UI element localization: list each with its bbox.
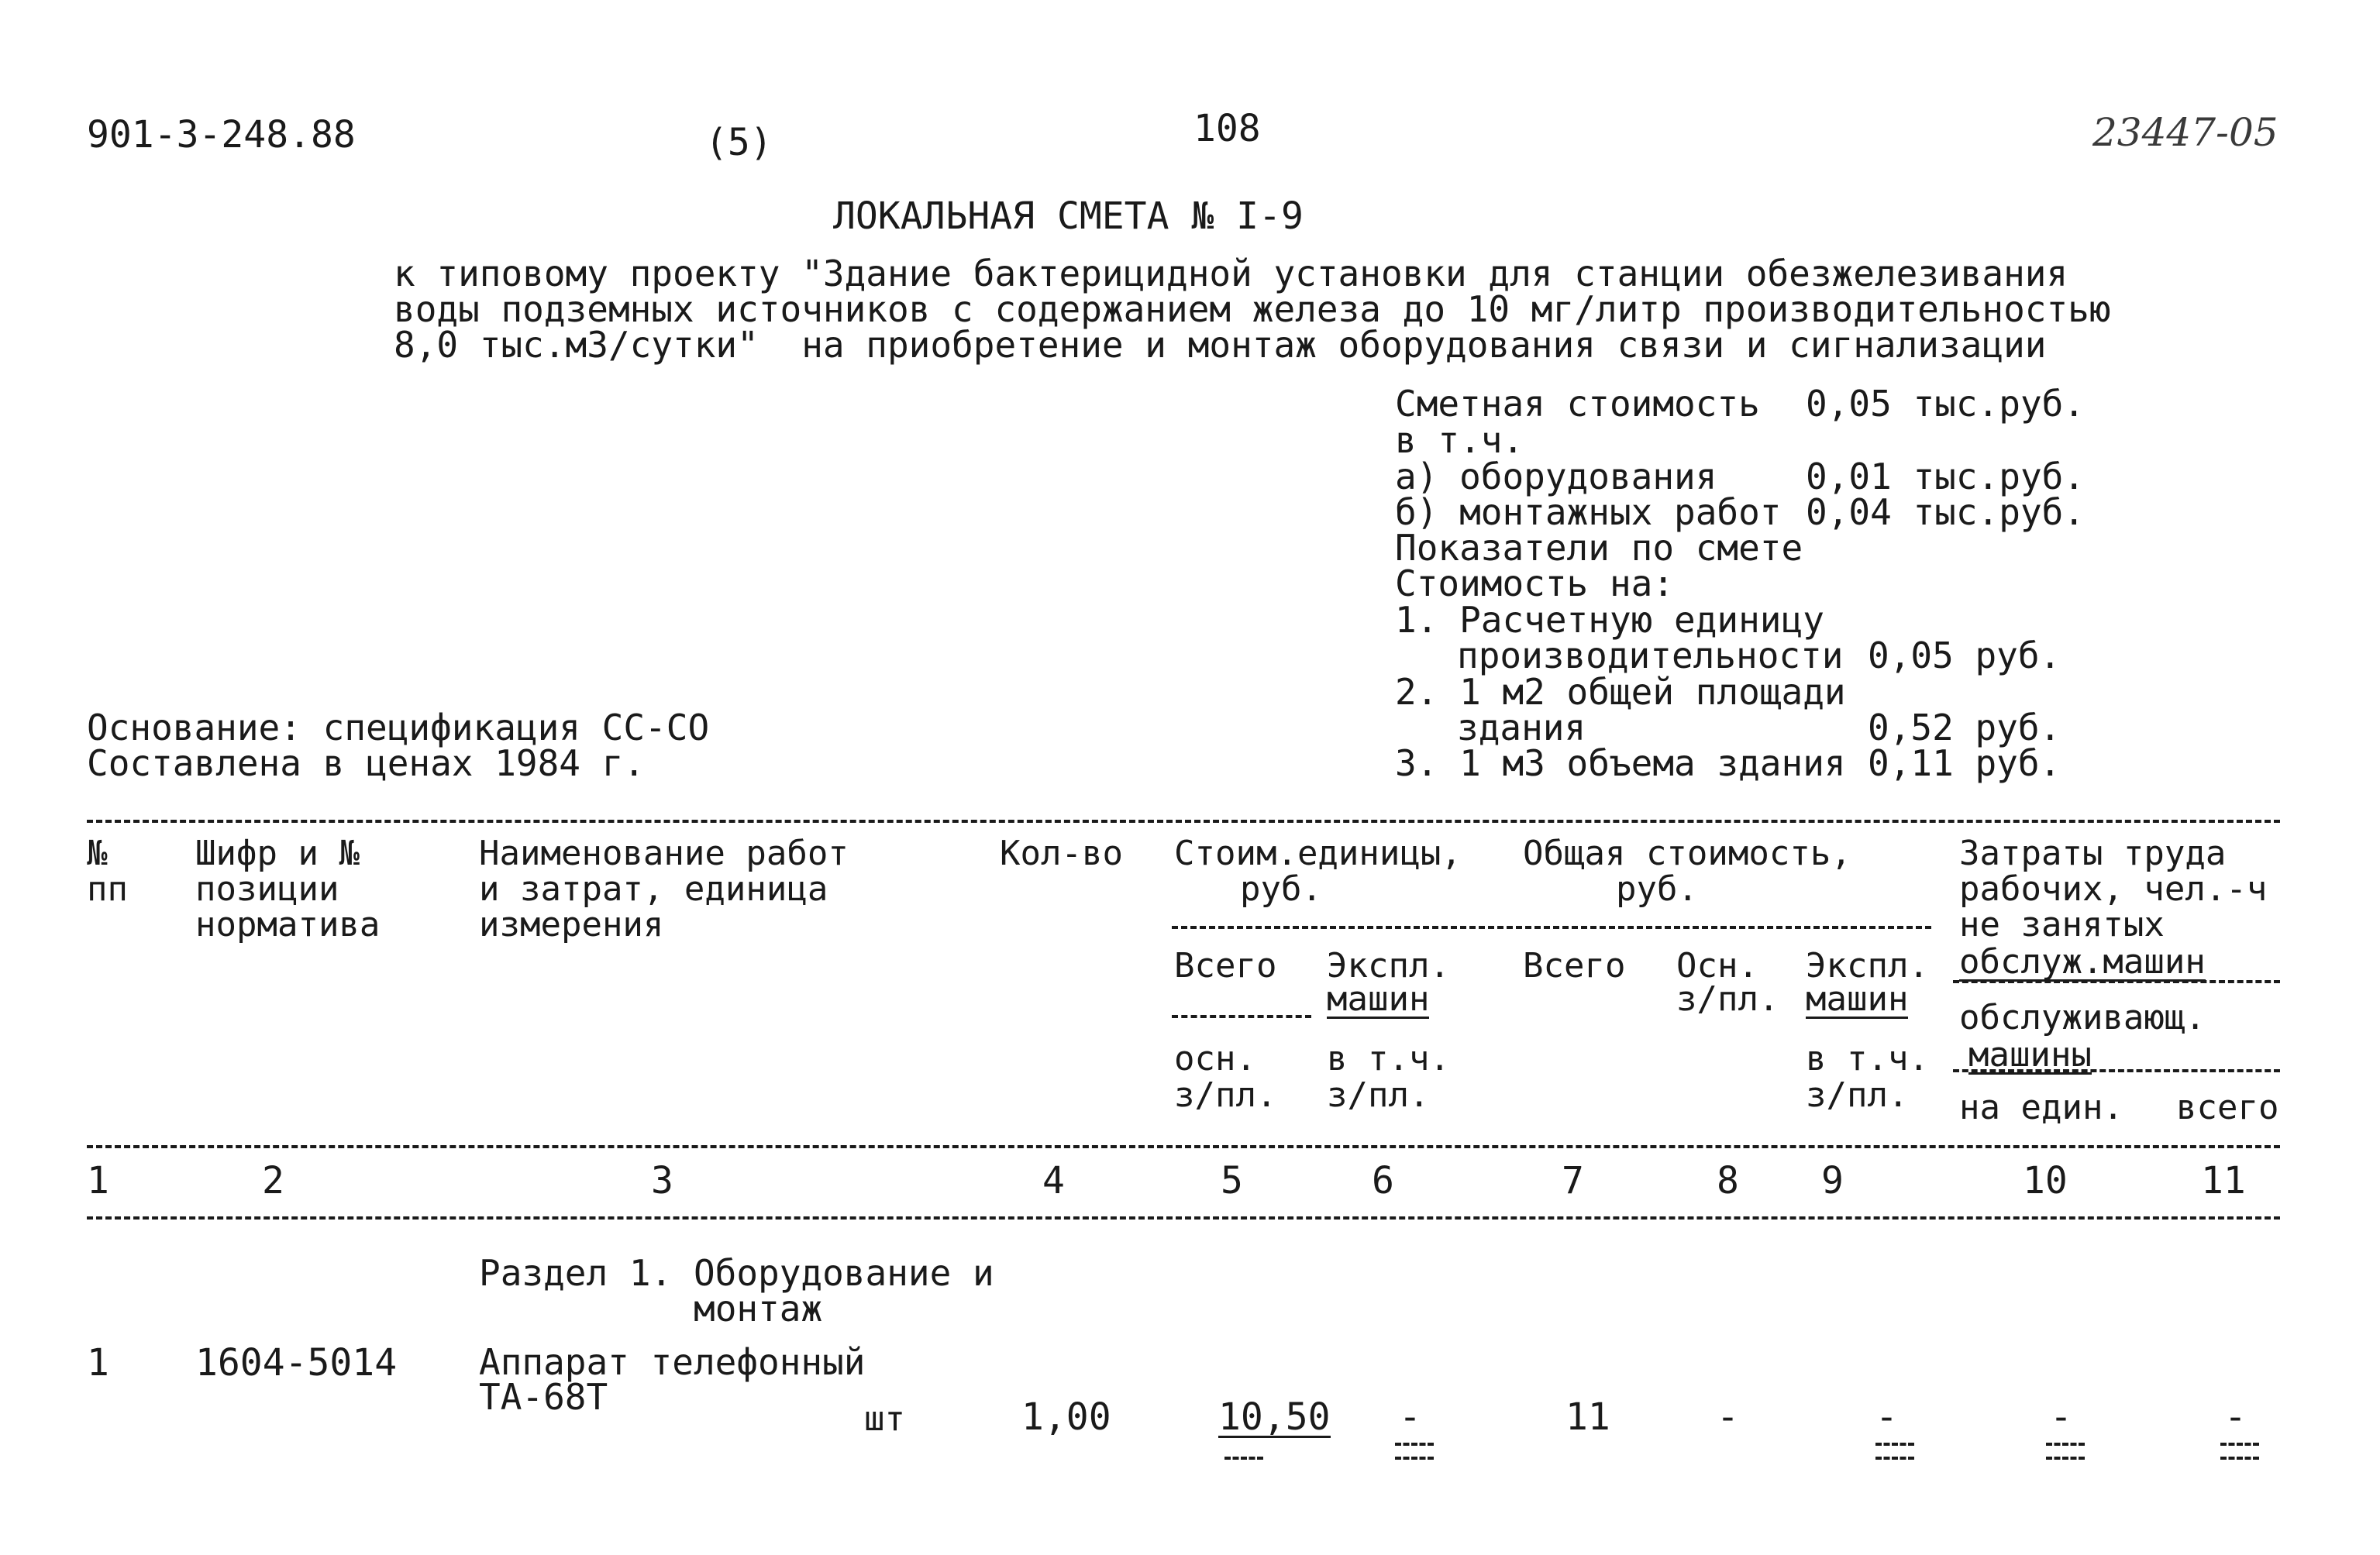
cell-dash-mark (1875, 1457, 1914, 1460)
cell-dash-mark (2220, 1457, 2259, 1460)
column-number: 11 (2201, 1159, 2246, 1202)
column-number: 10 (2023, 1159, 2068, 1202)
equipment-label: а) оборудования (1395, 456, 1717, 497)
cell-dash-mark (1224, 1457, 1263, 1460)
indicator-2-line-2: здания (1457, 707, 1586, 748)
subheader-labor-machine-1: обслуживающ. (1959, 998, 2206, 1037)
indicator-3-line-1: 3. 1 м3 объема здания (1395, 742, 1846, 784)
col-header-code-2: позиции (195, 869, 339, 909)
column-number: 3 (651, 1159, 673, 1202)
subheader-total-machine-3: в т.ч. (1806, 1039, 1929, 1079)
cost-label: Сметная стоимость (1395, 383, 1760, 425)
section-title-line-2: монтаж (694, 1288, 823, 1330)
cell-dash-mark (2046, 1457, 2085, 1460)
row-total-machine-cost: - (1875, 1395, 1898, 1439)
handwritten-number: 23447-05 (2092, 110, 2278, 155)
cell-dash-mark (1875, 1443, 1914, 1446)
col-header-total-cost-1: Общая стоимость, (1523, 834, 1851, 873)
column-number: 9 (1821, 1159, 1844, 1202)
column-number: 8 (1717, 1159, 1739, 1202)
row-total-cost: 11 (1565, 1395, 1610, 1439)
row-name-line-2: ТА-68Т (479, 1376, 608, 1418)
cost-value: 0,05 тыс.руб. (1806, 383, 2086, 425)
col-header-unit-cost-2: руб. (1240, 869, 1322, 909)
equipment-value: 0,01 тыс.руб. (1806, 456, 2086, 497)
column-number: 6 (1372, 1159, 1394, 1202)
cell-dash-mark (2220, 1443, 2259, 1446)
subheader-unit-base-1: осн. (1174, 1039, 1256, 1079)
column-numbers-bottom-rule (87, 1216, 2280, 1220)
indicator-1-value: 0,05 руб. (1868, 635, 2061, 676)
document-code: 901-3-248.88 (87, 113, 356, 157)
row-quantity: 1,00 (1021, 1395, 1111, 1439)
subheader-unit-machine-3: в т.ч. (1327, 1039, 1450, 1079)
row-number: 1 (87, 1341, 109, 1385)
basis-line-2: Составлена в ценах 1984 г. (87, 742, 646, 784)
incl-label: в т.ч. (1395, 419, 1524, 461)
col-header-name-2: и затрат, единица (479, 869, 828, 909)
subheader-total-base-1: Осн. (1676, 946, 1758, 986)
col-header-num-2: пп (87, 869, 128, 909)
mounting-label: б) монтажных работ (1395, 491, 1782, 533)
subheader-labor-unit: на един. (1959, 1088, 2123, 1127)
col-header-num-1: № (87, 834, 108, 873)
table-top-rule (87, 820, 2280, 823)
column-number: 5 (1221, 1159, 1243, 1202)
indicator-1-line-2: производительности (1457, 635, 1844, 676)
row-labor-total: - (2224, 1395, 2247, 1439)
column-number: 7 (1562, 1159, 1584, 1202)
col-header-labor-4: обслуж.машин (1959, 942, 2206, 982)
subheader-labor-machine-2: машины (1968, 1035, 2092, 1075)
subheader-unit-total: Всего (1174, 946, 1277, 986)
subheader-unit-machine-4: з/пл. (1327, 1075, 1430, 1115)
cost-for-label: Стоимость на: (1395, 562, 1675, 604)
subheader-total-machine-4: з/пл. (1806, 1075, 1909, 1115)
column-number: 1 (87, 1159, 109, 1202)
indicator-1-line-1: 1. Расчетную единицу (1395, 599, 1824, 641)
indicator-2-line-1: 2. 1 м2 общей площади (1395, 671, 1846, 713)
col-header-code-3: норматива (195, 905, 381, 944)
row-unit: шт (864, 1399, 905, 1439)
subheader-total: Всего (1523, 946, 1626, 986)
subheader-total-machine-2: машин (1806, 979, 1909, 1019)
indicator-2-value: 0,52 руб. (1868, 707, 2061, 748)
column-number: 4 (1042, 1159, 1065, 1202)
row-total-base-wage: - (1717, 1395, 1739, 1439)
subtitle-line-2: воды подземных источников с содержанием железа до 10 мг/литр производительностью (394, 288, 2111, 330)
subheader-total-machine-1: Экспл. (1806, 946, 1929, 986)
subheader-unit-machine-2: машин (1327, 979, 1430, 1019)
cell-dash-mark (2046, 1443, 2085, 1446)
mounting-value: 0,04 тыс.руб. (1806, 491, 2086, 533)
indicators-label: Показатели по смете (1395, 527, 1803, 569)
col-header-total-cost-2: руб. (1616, 869, 1698, 909)
subheader-unit-base-2: з/пл. (1174, 1075, 1277, 1115)
row-unit-total-cost: 10,50 (1218, 1395, 1331, 1439)
subtitle-line-3: 8,0 тыс.м3/сутки" на приобретение и монтаж оборудования связи и сигнализации (394, 324, 2047, 366)
col-header-name-1: Наименование работ (479, 834, 849, 873)
col-header-unit-cost-1: Стоим.единицы, (1174, 834, 1462, 873)
subheader-total-base-2: з/пл. (1676, 979, 1779, 1019)
row-labor-unit: - (2050, 1395, 2072, 1439)
indicator-3-value: 0,11 руб. (1868, 742, 2061, 784)
row-code: 1604-5014 (195, 1341, 398, 1385)
col-header-code-1: Шифр и № (195, 834, 360, 873)
subheader-unit-machine-1: Экспл. (1327, 946, 1450, 986)
col-header-labor-3: не занятых (1959, 905, 2165, 944)
sheet-number: (5) (705, 121, 773, 164)
column-number: 2 (262, 1159, 284, 1202)
col-header-labor-2: рабочих, чел.-ч (1959, 869, 2268, 909)
col-header-qty: Кол-во (1000, 834, 1123, 873)
col-header-labor-1: Затраты труда (1959, 834, 2227, 873)
page-number: 108 (1193, 107, 1261, 150)
col-header-name-3: измерения (479, 905, 664, 944)
subheader-labor-total: всего (2176, 1088, 2279, 1127)
unit-cost-split-rule (1172, 1015, 1311, 1018)
row-name-line-1: Аппарат телефонный (479, 1341, 866, 1383)
subtitle-line-1: к типовому проекту "Здание бактерицидной установки для станции обезжелезивания (394, 253, 2068, 294)
basis-line-1: Основание: спецификация СС-СО (87, 707, 710, 748)
header-bottom-rule (87, 1145, 2280, 1148)
cost-subheader-rule (1172, 926, 1931, 929)
cell-dash-mark (1395, 1457, 1434, 1460)
cell-dash-mark (1395, 1443, 1434, 1446)
row-unit-machine-cost: - (1399, 1395, 1421, 1439)
document-title: ЛОКАЛЬНАЯ СМЕТА № I-9 (833, 194, 1304, 238)
section-title-line-1: Раздел 1. Оборудование и (479, 1252, 994, 1294)
